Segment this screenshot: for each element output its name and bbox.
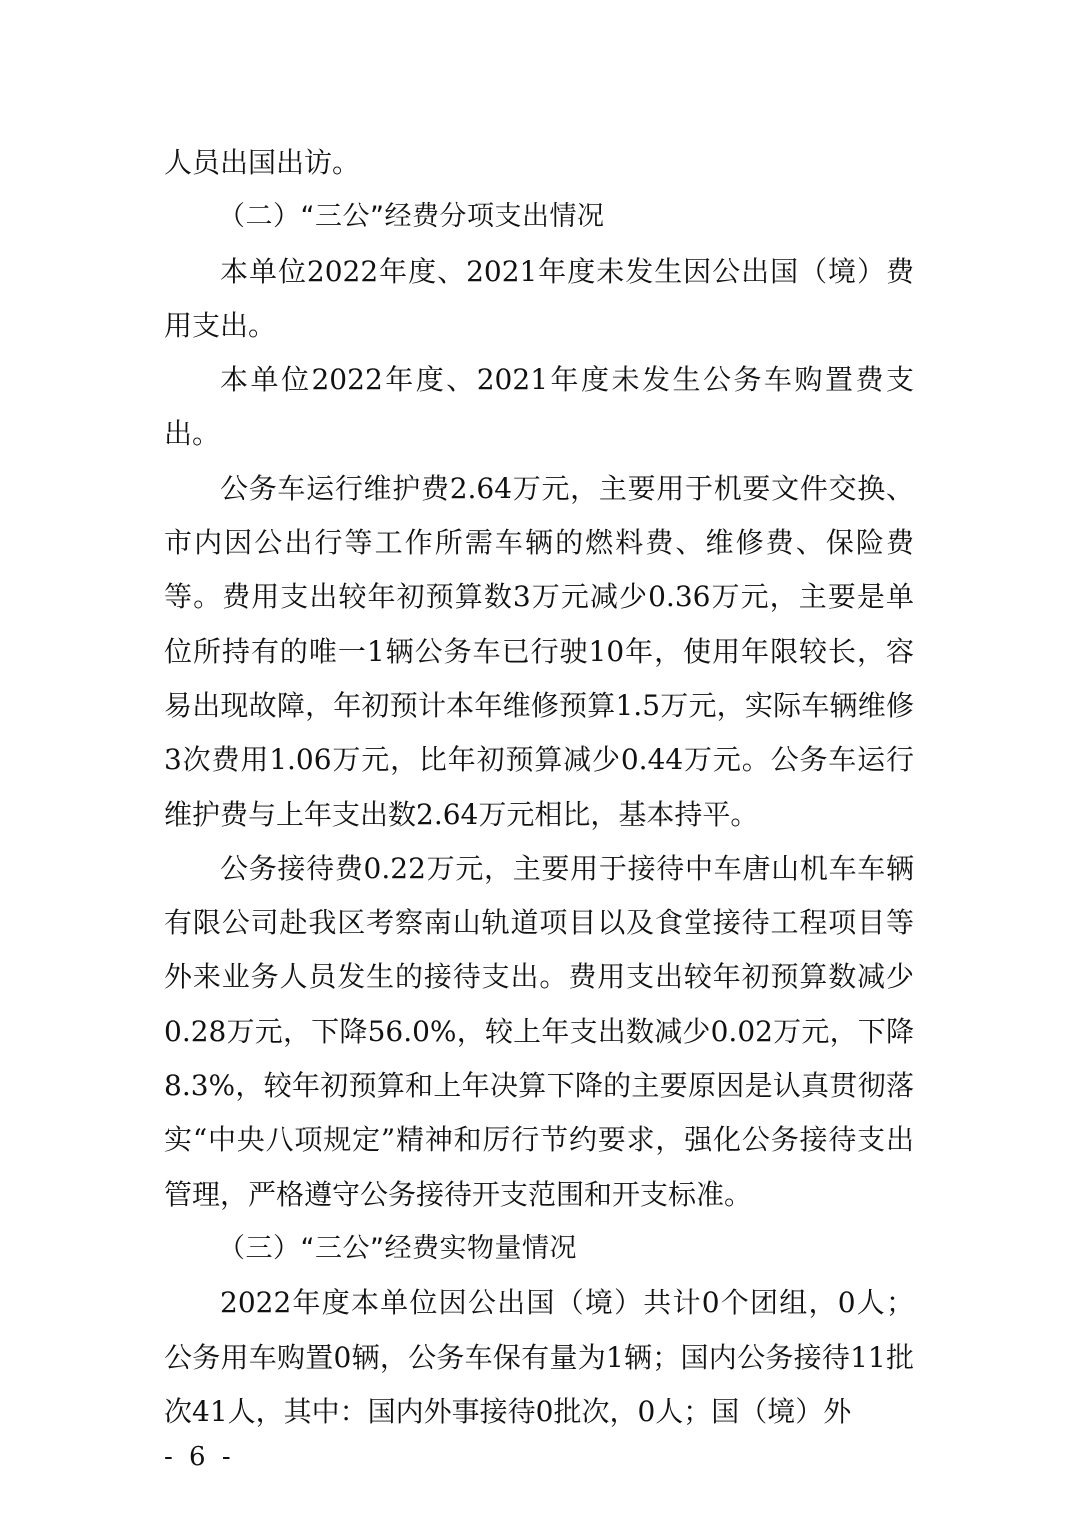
document-body — [164, 136, 914, 1439]
paragraph-physical-quantity: 2022年度本单位因公出国（境）共计0个团组，0人；公务用车购置0辆，公务车保有量为1辆；国内公务接待11批次41人，其中：国内外事接待0批次，0人；国（境）外 — [164, 1286, 914, 1428]
paragraph-vehicle-purchase: 本单位2022年度、2021年度未发生公务车购置费支出。 — [164, 363, 914, 451]
paragraph-continuation: 人员出国出访。 — [164, 146, 361, 179]
paragraph-travel-abroad: 本单位2022年度、2021年度未发生因公出国（境）费用支出。 — [164, 254, 914, 342]
paragraph-reception: 公务接待费0.22万元，主要用于接待中车唐山机车车辆有限公司赴我区考察南山轨道项目以及食堂接待工程项目等外来业务人员发生的接待支出。费用支出较年初预算数减少0.28万元，下降56.0%，较上年支出数减少0.02万元，下降8.3%，较年初预算和上年决算下降的主要原因是认真贯彻落实“中央八项规定”精神和厉行节约要求，强化公务接待支出管理，严格遵守公务接待开支范围和开支标准。 — [164, 851, 914, 1211]
section-heading-2: （二）“三公”经费分项支出情况 — [218, 201, 605, 233]
section-heading-3: （三）“三公”经费实物量情况 — [218, 1232, 577, 1264]
page-number: - 6 - — [164, 1442, 235, 1472]
paragraph-vehicle-maintenance: 公务车运行维护费2.64万元，主要用于机要文件交换、市内因公出行等工作所需车辆的燃料费、维修费、保险费等。费用支出较年初预算数3万元减少0.36万元，主要是单位所持有的唯一1辆公务车已行驶10年，使用年限较长，容易出现故障，年初预计本年维修预算1.5万元，实际车辆维修3次费用1.06万元，比年初预算减少0.44万元。公务车运行维护费与上年支出数2.64万元相比，基本持平。 — [164, 471, 914, 831]
